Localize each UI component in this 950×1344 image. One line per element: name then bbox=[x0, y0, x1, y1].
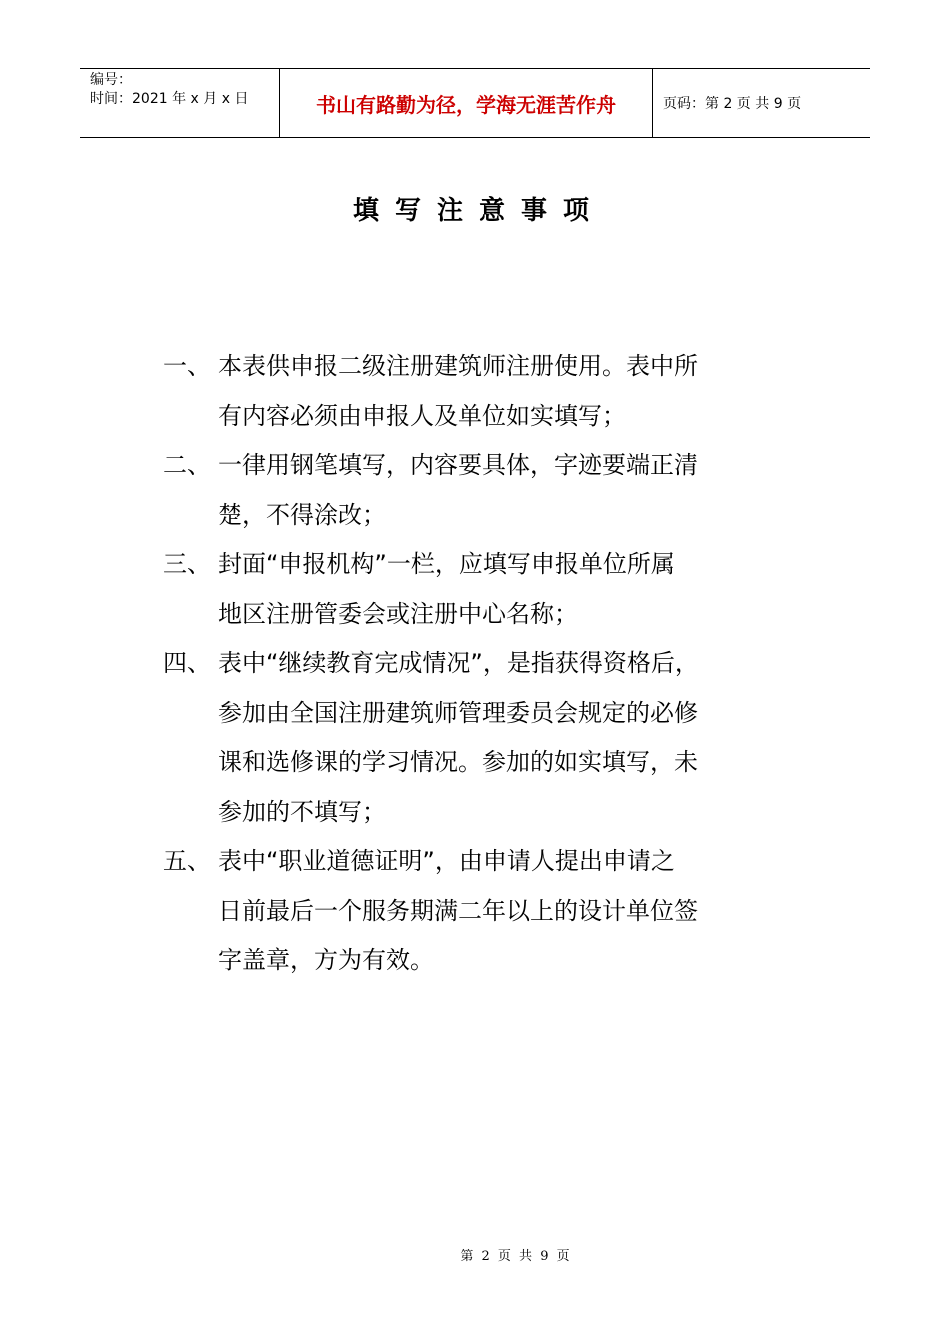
instruction-item bbox=[163, 342, 803, 441]
item-text: 表中“职业道德证明”，由申请人提出申请之 bbox=[218, 847, 675, 875]
item-text: 参加由全国注册建筑师管理委员会规定的必修 bbox=[218, 698, 698, 727]
instruction-item bbox=[163, 639, 803, 837]
item-number: 五、 bbox=[163, 847, 211, 875]
item-text: 楚，不得涂改； bbox=[218, 500, 386, 529]
item-text: 日前最后一个服务期满二年以上的设计单位签 bbox=[218, 896, 698, 925]
item-text: 字盖章，方为有效。 bbox=[218, 946, 434, 974]
document-title: 填写注意事项 bbox=[352, 196, 605, 226]
item-text: 表中“继续教育完成情况”，是指获得资格后， bbox=[218, 649, 699, 677]
item-text: 地区注册管委会或注册中心名称； bbox=[218, 599, 578, 628]
document-date: 时间：2021 年 x 月 x 日 bbox=[90, 91, 249, 107]
item-number: 二、 bbox=[163, 451, 211, 479]
header-page-info: 页码：第 2 页 共 9 页 bbox=[663, 96, 802, 112]
instruction-item bbox=[163, 441, 803, 540]
item-text: 有内容必须由申报人及单位如实填写； bbox=[218, 401, 626, 430]
item-text: 课和选修课的学习情况。参加的如实填写，未 bbox=[218, 748, 698, 776]
item-number: 四、 bbox=[163, 649, 211, 677]
instruction-item bbox=[163, 837, 803, 986]
item-text: 本表供申报二级注册建筑师注册使用。表中所 bbox=[218, 352, 698, 380]
instruction-item bbox=[163, 540, 803, 639]
header-motto-cell bbox=[280, 69, 653, 137]
document-number: 编号： bbox=[90, 72, 132, 88]
page-footer: 第 2 页 共 9 页 bbox=[460, 1249, 570, 1264]
item-number: 三、 bbox=[163, 550, 211, 578]
motto-text: 书山有路勤为径，学海无涯苦作舟 bbox=[316, 92, 616, 117]
item-text: 参加的不填写； bbox=[218, 797, 386, 826]
item-number: 一、 bbox=[163, 352, 211, 380]
instruction-list bbox=[163, 342, 803, 986]
item-text: 封面“申报机构”一栏，应填写申报单位所属 bbox=[218, 550, 675, 578]
page-header bbox=[80, 68, 870, 138]
item-text: 一律用钢笔填写，内容要具体，字迹要端正清 bbox=[218, 451, 698, 479]
header-meta bbox=[80, 69, 280, 137]
